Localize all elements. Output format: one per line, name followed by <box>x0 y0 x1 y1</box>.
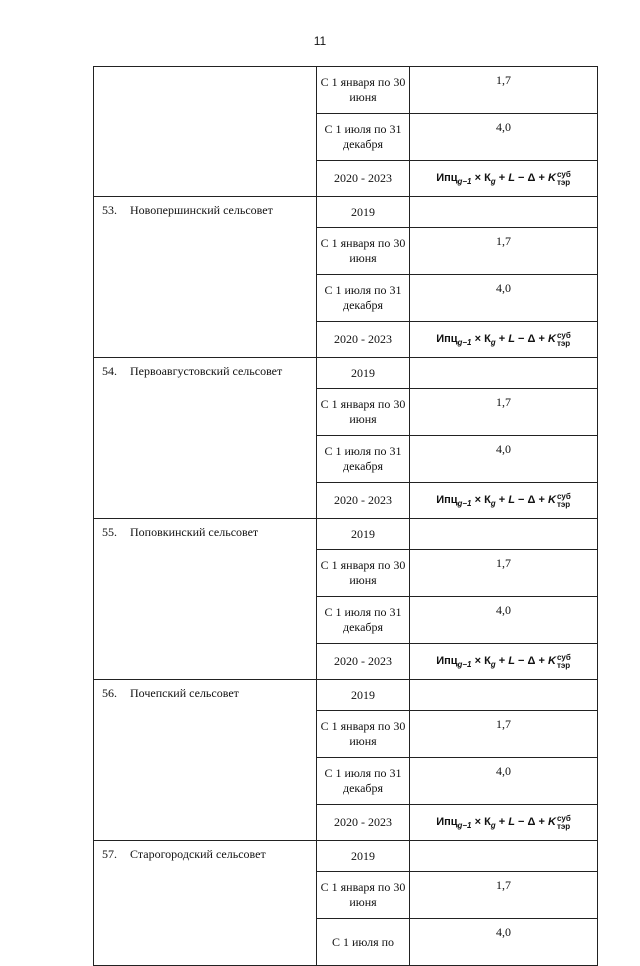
tariff-value: 4,0 <box>410 436 598 483</box>
year-cell: 2019 <box>317 841 410 872</box>
municipality-name: Первоавгустовский сельсовет <box>130 364 283 378</box>
municipality-cell <box>94 197 317 358</box>
period-cell: С 1 июля по 31 декабря <box>317 597 410 644</box>
tariff-value: 1,7 <box>410 550 598 597</box>
value-cell-empty <box>410 358 598 389</box>
municipality-name: Поповкинский сельсовет <box>130 525 259 539</box>
period-cell: С 1 июля по 31 декабря <box>317 114 410 161</box>
year-cell: 2019 <box>317 680 410 711</box>
tariff-formula: $Ипц_{g-1} \times К_g + L - \Delta$ + Kсуб тэр <box>410 483 598 519</box>
municipality-name: Новопершинский сельсовет <box>130 203 273 217</box>
tariff-value: 1,7 <box>410 67 598 114</box>
tariff-value: 1,7 <box>410 872 598 919</box>
tariff-value: 4,0 <box>410 919 598 966</box>
period-cell: С 1 января по 30 июня <box>317 228 410 275</box>
tariff-value: 1,7 <box>410 228 598 275</box>
period-cell: 2020 - 2023 <box>317 805 410 841</box>
tariff-value: 4,0 <box>410 758 598 805</box>
municipality-name: Старогородский сельсовет <box>130 847 266 861</box>
page-number: 11 <box>313 34 327 48</box>
value-cell-empty <box>410 197 598 228</box>
tariff-value: 4,0 <box>410 114 598 161</box>
table-row <box>94 67 598 114</box>
row-number: 54. <box>102 364 117 378</box>
tariff-formula: $Ипц_{g-1} \times К_g + L - \Delta$ + Kсуб тэр <box>410 644 598 680</box>
table-row <box>94 358 598 389</box>
year-cell: 2019 <box>317 519 410 550</box>
tariff-formula: $Ипц_{g-1} \times К_g + L - \Delta$ + Kсуб тэр <box>410 322 598 358</box>
value-cell-empty <box>410 519 598 550</box>
tariff-value: 4,0 <box>410 597 598 644</box>
tariff-formula: $Ипц_{g-1} \times К_g + L - \Delta$ + Kсуб тэр <box>410 805 598 841</box>
row-number: 57. <box>102 847 117 861</box>
table-row <box>94 197 598 228</box>
municipality-cell <box>94 358 317 519</box>
period-cell: С 1 января по 30 июня <box>317 711 410 758</box>
tariff-formula: $Ипц_{g-1} \times К_g + L - \Delta$ + Kсуб тэр <box>410 161 598 197</box>
period-cell: С 1 июля по 31 декабря <box>317 275 410 322</box>
period-cell: С 1 июля по 31 декабря <box>317 436 410 483</box>
period-cell: С 1 января по 30 июня <box>317 389 410 436</box>
year-cell: 2019 <box>317 197 410 228</box>
row-number: 53. <box>102 203 117 217</box>
municipality-cell <box>94 841 317 966</box>
tariff-table <box>93 66 598 966</box>
table-row <box>94 680 598 711</box>
period-cell: С 1 января по 30 июня <box>317 550 410 597</box>
period-cell: 2020 - 2023 <box>317 483 410 519</box>
municipality-cell <box>94 67 317 197</box>
value-cell-empty <box>410 841 598 872</box>
tariff-value: 4,0 <box>410 275 598 322</box>
tariff-value: 1,7 <box>410 389 598 436</box>
row-number: 55. <box>102 525 117 539</box>
period-cell: 2020 - 2023 <box>317 322 410 358</box>
tariff-value: 1,7 <box>410 711 598 758</box>
period-cell: 2020 - 2023 <box>317 644 410 680</box>
value-cell-empty <box>410 680 598 711</box>
period-cell: С 1 июля по 31 декабря <box>317 758 410 805</box>
period-cell: С 1 января по 30 июня <box>317 67 410 114</box>
period-cell: С 1 января по 30 июня <box>317 872 410 919</box>
municipality-cell <box>94 680 317 841</box>
period-cell: С 1 июля по <box>317 919 410 966</box>
table-row <box>94 519 598 550</box>
municipality-cell <box>94 519 317 680</box>
period-cell: 2020 - 2023 <box>317 161 410 197</box>
row-number: 56. <box>102 686 117 700</box>
table-row <box>94 841 598 872</box>
year-cell: 2019 <box>317 358 410 389</box>
municipality-name: Почепский сельсовет <box>130 686 239 700</box>
